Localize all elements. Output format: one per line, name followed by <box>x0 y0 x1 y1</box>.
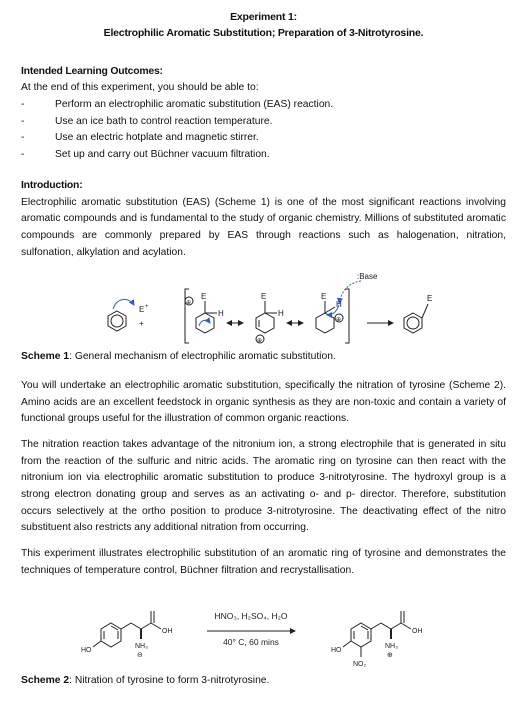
scheme-1-drawing <box>21 267 506 349</box>
scheme-2-oh-left: OH <box>162 628 173 636</box>
scheme-1-positive-2: ⊕ <box>257 338 263 345</box>
scheme-1-figure <box>21 267 506 349</box>
scheme-2-nh3-right: NH₃ <box>385 643 398 651</box>
document-title <box>21 10 506 42</box>
scheme-1-h-label: H <box>336 300 342 310</box>
document-page <box>21 10 506 690</box>
list-item: - Use an ice bath to control reaction temperature. <box>21 114 506 131</box>
scheme-2-minus-left: ⊖ <box>137 652 143 660</box>
list-item: - Perform an electrophilic aromatic substitution (EAS) reaction. <box>21 97 506 114</box>
scheme-1-base-label: :Base <box>357 272 378 282</box>
scheme-2-nh3-left: NH₃ <box>135 643 148 651</box>
scheme-2-caption <box>21 673 506 690</box>
title-line-1: Experiment 1: <box>230 11 297 23</box>
outcomes-heading: Intended Learning Outcomes: <box>21 65 163 77</box>
scheme-1-positive-1: ⊕ <box>186 300 192 307</box>
outcomes-list <box>21 97 506 164</box>
scheme-2-no2: NO₂ <box>353 661 367 669</box>
scheme-1-h-label: H <box>218 309 224 319</box>
scheme-2-figure <box>21 589 506 673</box>
scheme-1-electrophile: E <box>139 305 145 315</box>
scheme-1-caption <box>21 349 506 366</box>
list-item: - Use an electric hotplate and magnetic stirrer. <box>21 130 506 147</box>
scheme-1-product-e-label: E <box>427 294 433 304</box>
scheme-2-ho-right: HO <box>331 647 342 655</box>
scheme-1-plus: + <box>139 319 144 329</box>
scheme-2-caption-label: Scheme 2 <box>21 675 70 687</box>
introduction-heading: Introduction: <box>21 179 83 191</box>
scheme-2-drawing <box>21 589 506 673</box>
scheme-2-caption-text: : Nitration of tyrosine to form 3-nitrotyrosine. <box>69 675 270 687</box>
outcomes-intro: At the end of this experiment, you should be able to: <box>21 82 259 94</box>
scheme-2-oh-right: OH <box>412 628 423 636</box>
scheme-1-caption-label: Scheme 1 <box>21 351 70 363</box>
scheme-2-plus-right: ⊕ <box>387 652 393 660</box>
body-paragraph-1: You will undertake an electrophilic aromatic substitution, specifically the nitration of tyrosine (Scheme 2). Amino acids are an excellent feedstock in organic synthesis as they are non-toxic and contain a variety of functional groups useful for the illustration of common organic reactions. <box>21 379 506 425</box>
list-item: - Set up and carry out Büchner vacuum filtration. <box>21 147 506 164</box>
scheme-2-conditions: 40° C, 60 mins <box>223 637 279 648</box>
scheme-1-caption-text: : General mechanism of electrophilic aromatic substitution. <box>69 351 336 363</box>
body-paragraph-3: This experiment illustrates electrophilic substitution of an aromatic ring of tyrosine and demonstrates the techniques of temperature control, Büchner filtration and recrystallisation. <box>21 547 506 576</box>
body-paragraph-2: The nitration reaction takes advantage of the nitronium ion, a strong electrophile that is generated in situ from the reaction of the sulfuric and nitric acids. The aromatic ring on tyrosine can then react with the nitronium ion via electrophilic aromatic substitution to produce 3-nitrotyrosine. The hydroxyl group is a strong electron donating group and serves as an activating o- and p- director. Therefore, substitution occurs selectively at the ortho position to produce 3-nitrotyrosine. The deactivating effect of the nitro substituent also restricts any additional nitration from occurring. <box>21 438 506 534</box>
scheme-2-reagents: HNO₃, H₂SO₄, H₂O <box>214 611 288 622</box>
scheme-1-h-label: H <box>278 309 284 319</box>
title-line-2: Electrophilic Aromatic Substitution; Preparation of 3-Nitrotyrosine. <box>103 26 424 39</box>
introduction-paragraph: Electrophilic aromatic substitution (EAS) (Scheme 1) is one of the most significant reactions involving aromatic compounds and is fundamental to the study of organic chemistry. Millions of substituted aromatic compounds are commonly prepared by EAS through reactions such as halogenation, nitration, sulfonation, alkylation and acylation. <box>21 196 506 258</box>
scheme-1-e-label: E <box>321 292 327 302</box>
scheme-1-e-label: E <box>201 292 207 302</box>
scheme-1-electrophile-charge: + <box>145 304 149 311</box>
scheme-2-ho-left: HO <box>81 647 92 655</box>
scheme-1-positive-3: ⊕ <box>336 317 342 324</box>
scheme-1-e-label: E <box>261 292 267 302</box>
